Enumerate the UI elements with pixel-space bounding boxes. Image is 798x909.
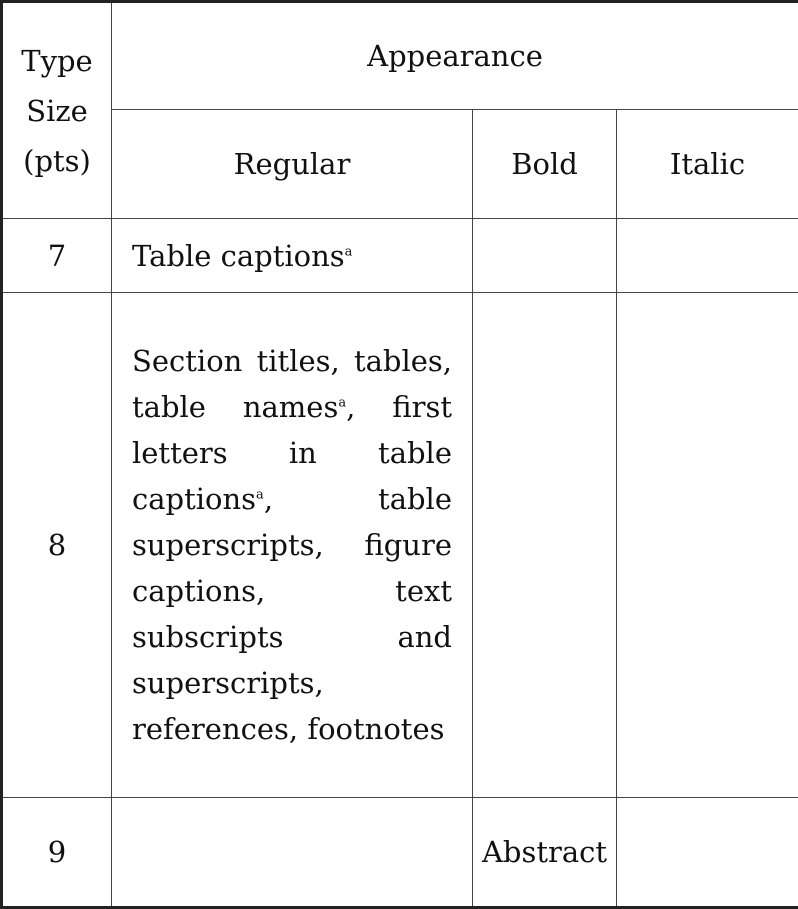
regular-text: Section titles, tables, table names (132, 344, 452, 424)
regular-cell (112, 293, 473, 798)
regular-cell (112, 798, 473, 908)
size-cell: 8 (2, 293, 112, 798)
footnote-marker: a (345, 244, 353, 259)
size-cell: 9 (2, 798, 112, 908)
header-type-size-line-3: (pts) (3, 136, 111, 186)
italic-cell (617, 293, 798, 798)
bold-cell: Abstract (473, 798, 617, 908)
footnote-marker: a (256, 487, 264, 502)
bold-cell (473, 293, 617, 798)
size-cell: 7 (2, 219, 112, 293)
regular-text: , first letters in table captions (132, 390, 452, 516)
header-type-size (2, 2, 112, 219)
regular-text: , table superscripts, figure captions, text subscripts and superscripts, references, footnotes (132, 482, 452, 746)
regular-text: Table captions (132, 239, 345, 273)
regular-cell (112, 219, 473, 293)
table-row (2, 798, 798, 908)
header-appearance: Appearance (112, 2, 798, 110)
header-type-size-line-1: Type (3, 36, 111, 86)
header-regular: Regular (112, 110, 473, 219)
italic-cell (617, 798, 798, 908)
footnote-marker: a (338, 395, 346, 410)
table-row (2, 293, 798, 798)
bold-cell (473, 219, 617, 293)
header-bold: Bold (473, 110, 617, 219)
italic-cell (617, 219, 798, 293)
header-type-size-line-2: Size (3, 86, 111, 136)
table-row (2, 219, 798, 293)
header-italic: Italic (617, 110, 798, 219)
